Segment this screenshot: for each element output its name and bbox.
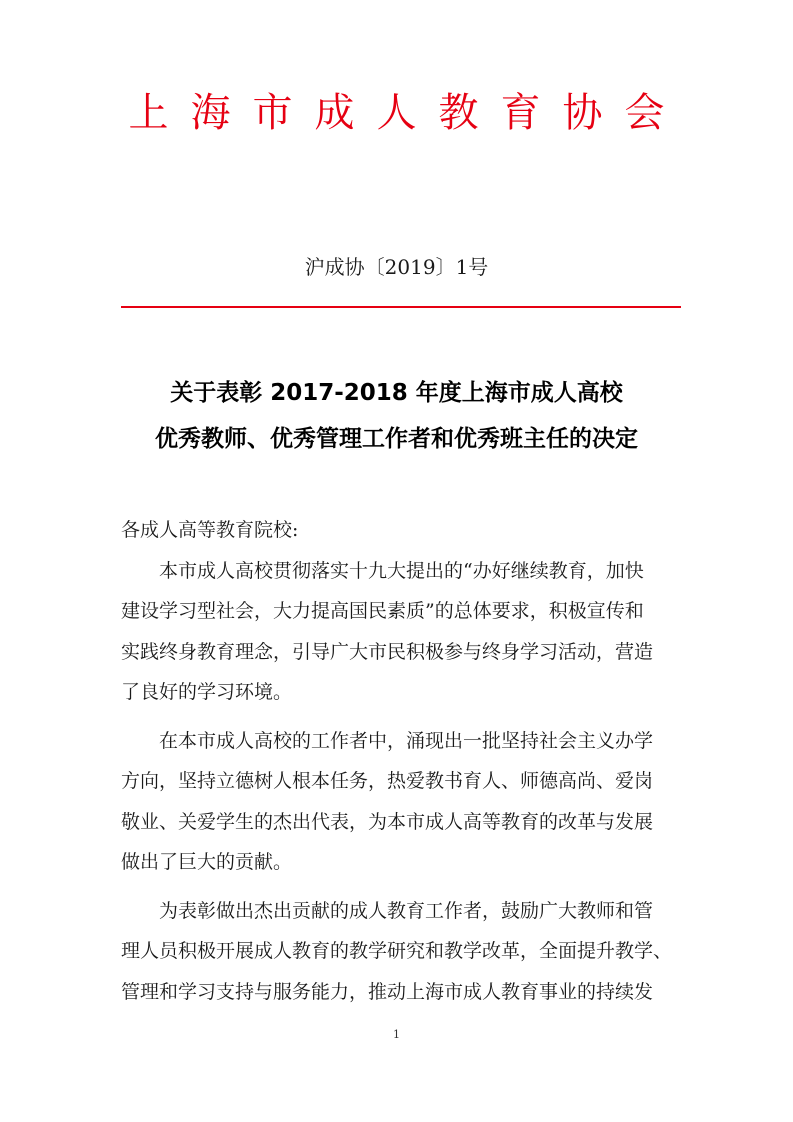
paragraph-line: 本市成人高校贯彻落实十九大提出的“办好继续教育，加快 bbox=[159, 559, 644, 582]
paragraph-1 bbox=[121, 551, 681, 713]
paragraph-3 bbox=[121, 891, 681, 1013]
paragraph-line: 方向，坚持立德树人根本任务，热爱教书育人、师德高尚、爱岗 bbox=[121, 770, 654, 792]
paragraph-line: 管理和学习支持与服务能力，推动上海市成人教育事业的持续发 bbox=[121, 980, 654, 1003]
document-body bbox=[121, 510, 681, 1012]
paragraph-line: 敬业、关爱学生的杰出代表，为本市成人高等教育的改革与发展 bbox=[121, 810, 654, 833]
paragraph-spacer bbox=[121, 713, 681, 721]
salutation: 各成人高等教育院校: bbox=[121, 519, 299, 541]
paragraph-line: 了良好的学习环境。 bbox=[121, 681, 293, 703]
paragraph-2 bbox=[121, 721, 681, 883]
red-divider-line bbox=[121, 306, 681, 308]
paragraph-line: 建设学习型社会，大力提高国民素质”的总体要求，积极宣传和 bbox=[121, 600, 644, 622]
title-line-2: 优秀教师、优秀管理工作者和优秀班主任的决定 bbox=[155, 426, 638, 452]
paragraph-line: 为表彰做出杰出贡献的成人教育工作者，鼓励广大教师和管 bbox=[159, 899, 654, 922]
paragraph-spacer bbox=[121, 883, 681, 891]
document-title bbox=[0, 370, 793, 462]
page-number: 1 bbox=[393, 1028, 400, 1041]
paragraph-line: 理人员积极开展成人教育的教学研究和教学改革，全面提升教学、 bbox=[121, 940, 673, 962]
document-number: 沪成协〔2019〕1号 bbox=[304, 255, 489, 279]
organization-header: 上海市成人教育协会 bbox=[128, 90, 687, 136]
paragraph-line: 实践终身教育理念，引导广大市民积极参与终身学习活动，营造 bbox=[121, 640, 654, 663]
paragraph-line: 做出了巨大的贡献。 bbox=[121, 851, 293, 873]
title-line-1: 关于表彰 2017-2018 年度上海市成人高校 bbox=[170, 380, 623, 406]
paragraph-line: 在本市成人高校的工作者中，涌现出一批坚持社会主义办学 bbox=[159, 729, 654, 752]
